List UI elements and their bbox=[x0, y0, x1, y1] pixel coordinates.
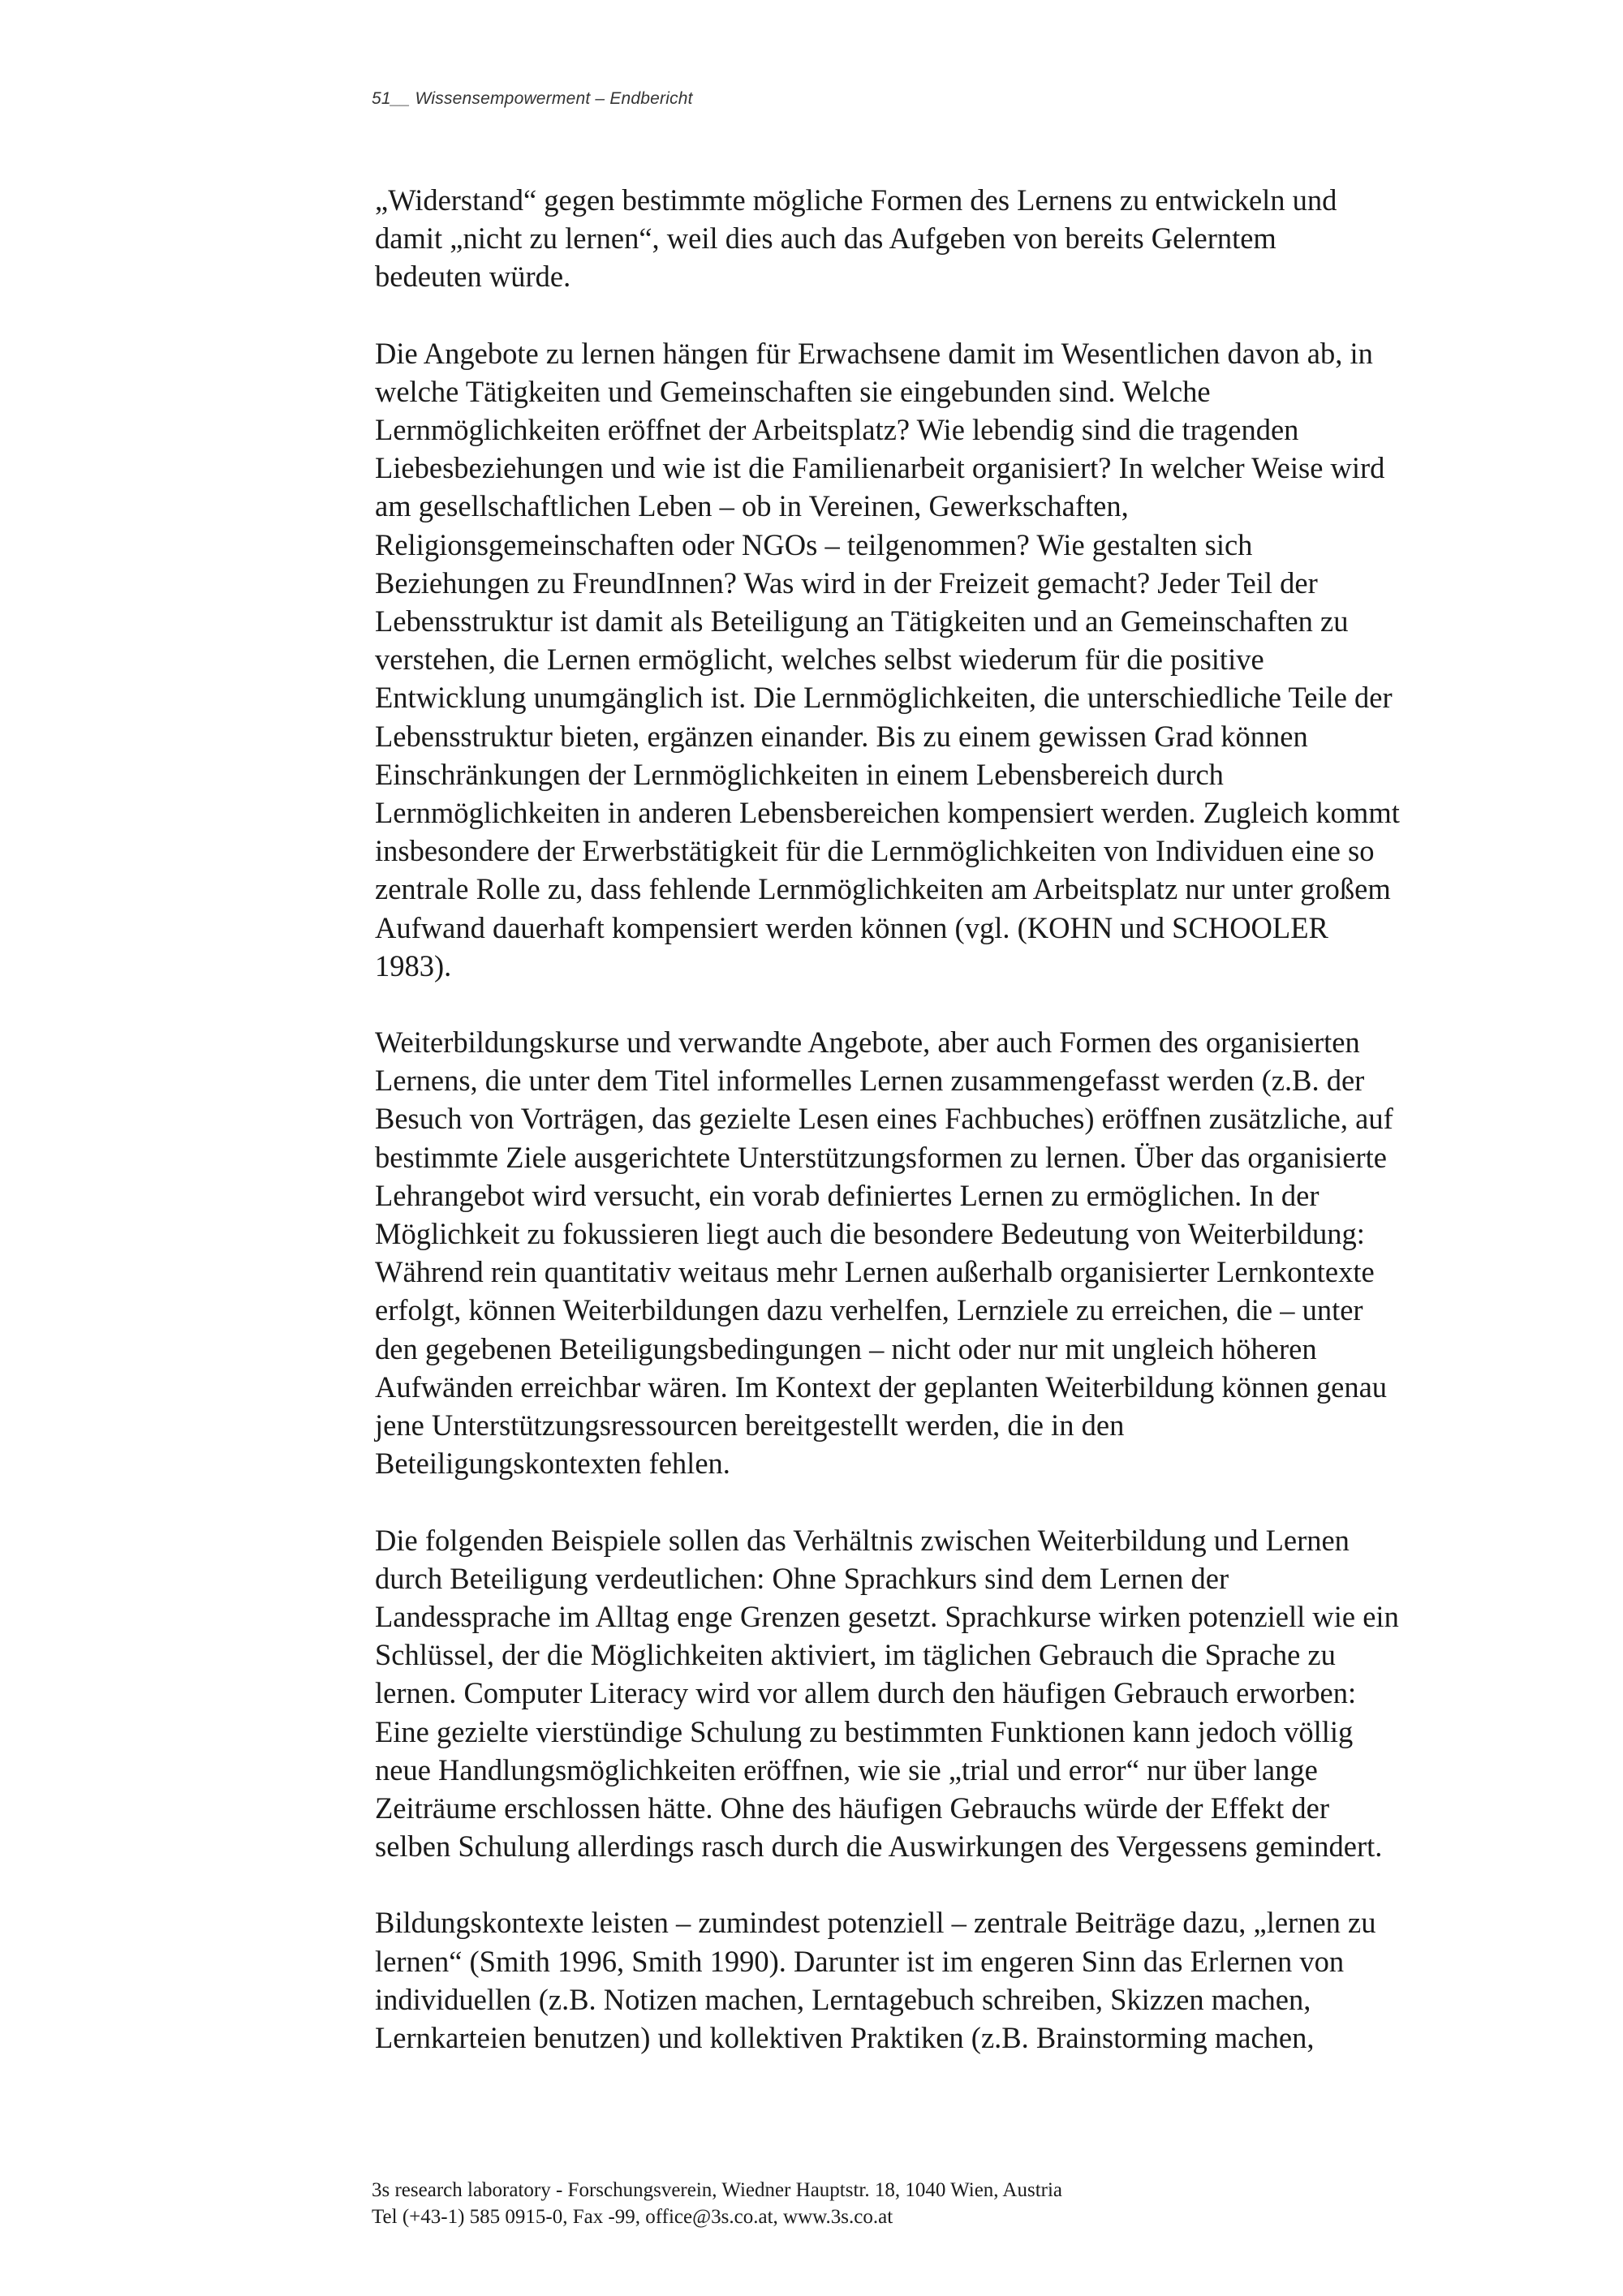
page-footer bbox=[372, 2177, 1062, 2230]
paragraph: Die Angebote zu lernen hängen für Erwachsene damit im Wesentlichen davon ab, in welche Tätigkeiten und Gemeinschaften sie eingebunden sind. Welche Lernmöglichkeiten eröffnet der Arbeitsplatz? Wie lebendig sind die tragenden Liebesbeziehungen und wie ist die Familienarbeit organisiert? In welcher Weise wird am gesellschaftlichen Leben – ob in Vereinen, Gewerkschaften, Religionsgemeinschaften oder NGOs – teilgenommen? Wie gestalten sich Beziehungen zu FreundInnen? Was wird in der Freizeit gemacht? Jeder Teil der Lebensstruktur ist damit als Beteiligung an Tätigkeiten und an Gemeinschaften zu verstehen, die Lernen ermöglicht, welches selbst wiederum für die positive Entwicklung unumgänglich ist. Die Lernmöglichkeiten, die unterschiedliche Teile der Lebensstruktur bieten, ergänzen einander. Bis zu einem gewissen Grad können Einschränkungen der Lernmöglichkeiten in einem Lebensbereich durch Lernmöglichkeiten in anderen Lebensbereichen kompensiert werden. Zugleich kommt insbesondere der Erwerbstätigkeit für die Lernmöglichkeiten von Individuen eine so zentrale Rolle zu, dass fehlende Lernmöglichkeiten am Arbeitsplatz nur unter großem Aufwand dauerhaft kompensiert werden können (vgl. (KOHN und SCHOOLER 1983). bbox=[375, 336, 1400, 982]
footer-contact: Tel (+43-1) 585 0915-0, Fax -99, office@3s.co.at, www.3s.co.at bbox=[372, 2206, 893, 2228]
paragraph: Weiterbildungskurse und verwandte Angebote, aber auch Formen des organisierten Lernens, die unter dem Titel informelles Lernen zusammengefasst werden (z.B. der Besuch von Vorträgen, das gezielte Lesen eines Fachbuches) eröffnen zusätzliche, auf bestimmte Ziele ausgerichtete Unterstützungsformen zu lernen. Über das organisierte Lehrangebot wird versucht, ein vorab definiertes Lernen zu ermöglichen. In der Möglichkeit zu fokussieren liegt auch die besondere Bedeutung von Weiterbildung: Während rein quantitativ weitaus mehr Lernen außerhalb organisierter Lernkontexte erfolgt, können Weiterbildungen dazu verhelfen, Lernziele zu erreichen, die – unter den gegebenen Beteiligungsbedingungen – nicht oder nur mit ungleich höheren Aufwänden erreichbar wären. Im Kontext der geplanten Weiterbildung können genau jene Unterstützungsressourcen bereitgestellt werden, die in den Beteiligungskontexten fehlen. bbox=[375, 1025, 1393, 1481]
paragraph: „Widerstand“ gegen bestimmte mögliche Formen des Lernens zu entwickeln und damit „nicht zu lernen“, weil dies auch das Aufgeben von bereits Gelerntem bedeuten würde. bbox=[375, 183, 1337, 294]
footer-address: 3s research laboratory - Forschungsverein, Wiedner Hauptstr. 18, 1040 Wien, Austria bbox=[372, 2179, 1063, 2201]
running-header: 51__ Wissensempowerment – Endbericht bbox=[372, 89, 693, 108]
paragraph: Die folgenden Beispiele sollen das Verhältnis zwischen Weiterbildung und Lernen durch Beteiligung verdeutlichen: Ohne Sprachkurs sind dem Lernen der Landessprache im Alltag enge Grenzen gesetzt. Sprachkurse wirken potenziell wie ein Schlüssel, der die Möglichkeiten aktiviert, im täglichen Gebrauch die Sprache zu lernen. Computer Literacy wird vor allem durch den häufigen Gebrauch erworben: Eine gezielte vierstündige Schulung zu bestimmten Funktionen kann jedoch völlig neue Handlungsmöglichkeiten eröffnen, wie sie „trial und error“ nur über lange Zeiträume erschlossen hätte. Ohne des häufigen Gebrauchs würde der Effekt der selben Schulung allerdings rasch durch die Auswirkungen des Vergessens gemindert. bbox=[375, 1523, 1399, 1864]
body-text bbox=[375, 181, 1479, 2057]
paragraph: Bildungskontexte leisten – zumindest potenziell – zentrale Beiträge dazu, „lernen zu lernen“ (Smith 1996, Smith 1990). Darunter ist im engeren Sinn das Erlernen von individuellen (z.B. Notizen machen, Lerntagebuch schreiben, Skizzen machen, Lernkarteien benutzen) und kollektiven Praktiken (z.B. Brainstorming machen, bbox=[375, 1906, 1376, 2054]
